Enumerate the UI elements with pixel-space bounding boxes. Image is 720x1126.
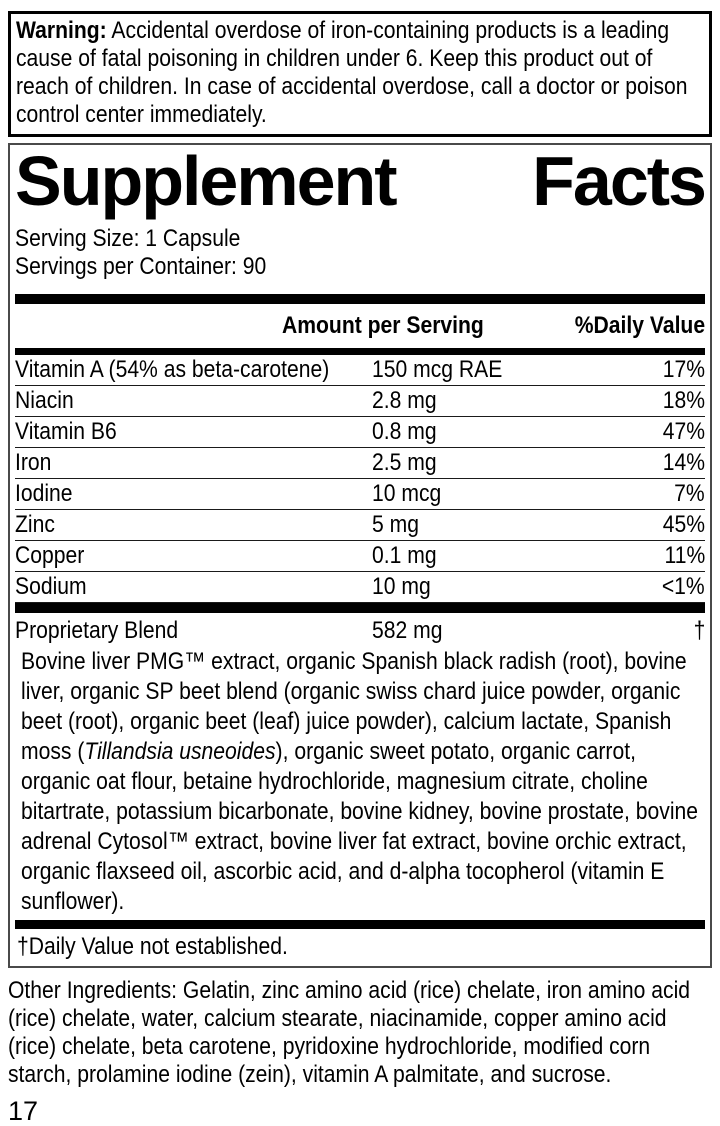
nutrient-row-zinc xyxy=(15,510,705,541)
other-ingredients xyxy=(8,977,712,1089)
proprietary-blend-row xyxy=(15,615,705,647)
nutrient-row-iron xyxy=(15,448,705,479)
nutrient-daily-value: 7% xyxy=(674,480,705,507)
supplement-facts-panel xyxy=(8,143,712,968)
title-word-facts: Facts xyxy=(532,142,705,220)
nutrient-amount: 2.8 mg xyxy=(372,387,437,414)
nutrient-daily-value: 17% xyxy=(662,356,705,383)
nutrient-name: Sodium xyxy=(15,573,87,600)
nutrient-amount: 2.5 mg xyxy=(372,449,437,476)
column-header-row xyxy=(15,304,705,348)
nutrient-amount: 5 mg xyxy=(372,511,419,538)
nutrient-daily-value: 18% xyxy=(662,387,705,414)
nutrient-row-vitamin-b6 xyxy=(15,417,705,448)
warning-paragraph xyxy=(16,17,701,129)
serving-info xyxy=(15,225,705,281)
column-header-daily-value: %Daily Value xyxy=(574,312,705,339)
nutrient-name: Iodine xyxy=(15,480,73,507)
nutrient-name: Vitamin A (54% as beta-carotene) xyxy=(15,356,330,383)
nutrient-amount: 0.8 mg xyxy=(372,418,437,445)
nutrient-amount: 150 mcg RAE xyxy=(372,356,503,383)
nutrient-daily-value: 47% xyxy=(662,418,705,445)
supplement-label-page xyxy=(0,11,720,1126)
nutrient-name: Niacin xyxy=(15,387,74,414)
servings-per-container: Servings per Container: 90 xyxy=(15,253,267,280)
divider-bar-header xyxy=(15,348,705,355)
title-word-supplement: Supplement xyxy=(15,142,396,220)
nutrient-name: Vitamin B6 xyxy=(15,418,117,445)
serving-size: Serving Size: 1 Capsule xyxy=(15,225,241,252)
nutrient-row-vitamin-a xyxy=(15,355,705,386)
other-ingredients-text: Other Ingredients: Gelatin, zinc amino acid (rice) chelate, iron amino acid (rice) chelate, water, calcium stearate, niacinamide, copper amino acid (rice) chelate, beta carotene, pyridoxine hydrochloride, modified corn starch, prolamine iodine (zein), vitamin A palmitate, and sucrose. xyxy=(8,977,691,1088)
divider-bar-sodium xyxy=(15,603,705,613)
nutrient-daily-value: <1% xyxy=(662,573,705,600)
proprietary-blend-amount: 582 mg xyxy=(372,617,443,644)
proprietary-blend-name: Proprietary Blend xyxy=(15,617,179,644)
nutrient-row-copper xyxy=(15,541,705,572)
nutrient-row-niacin xyxy=(15,386,705,417)
panel-title xyxy=(15,142,705,220)
nutrient-amount: 0.1 mg xyxy=(372,542,437,569)
warning-box xyxy=(8,11,712,137)
nutrient-row-sodium xyxy=(15,572,705,603)
nutrient-name: Iron xyxy=(15,449,52,476)
nutrient-row-iodine xyxy=(15,479,705,510)
nutrient-daily-value: 11% xyxy=(664,542,705,569)
nutrient-name: Copper xyxy=(15,542,85,569)
nutrient-daily-value: 14% xyxy=(662,449,705,476)
page-number: 17 xyxy=(8,1096,39,1126)
footnote-daily-value: †Daily Value not established. xyxy=(17,933,288,960)
divider-bar-footnote xyxy=(15,920,705,929)
nutrient-amount: 10 mcg xyxy=(372,480,442,507)
proprietary-blend-text: Bovine liver PMG™ extract, organic Spanish black radish (root), bovine liver, organic SP beet blend (organic swiss chard juice powder, organic beet (root), organic beet (leaf) juice powder), calcium lactate, Spanish moss (Tillandsia usneoides), organic sweet potato, organic carrot, organic oat flour, betaine hydrochloride, magnesium citrate, choline bitartrate, potassium bicarbonate, bovine kidney, bovine prostate, bovine adrenal Cytosol™ extract, bovine liver fat extract, bovine orchic extract, organic flaxseed oil, ascorbic acid, and d-alpha tocopherol (vitamin E sunflower). xyxy=(21,648,699,915)
column-header-amount: Amount per Serving xyxy=(282,312,484,339)
nutrient-daily-value: 45% xyxy=(662,511,705,538)
warning-text: Accidental overdose of iron-containing products is a leading cause of fatal poisoning in children under 6. Keep this product out of reach of children. In case of accidental overdose, call a doctor or poison control center immediately. xyxy=(16,17,688,128)
divider-bar-top xyxy=(15,294,705,304)
proprietary-blend-dagger: † xyxy=(693,617,705,644)
nutrient-amount: 10 mg xyxy=(372,573,431,600)
proprietary-blend-description xyxy=(15,647,705,917)
nutrient-name: Zinc xyxy=(15,511,55,538)
warning-label: Warning: xyxy=(16,17,107,44)
